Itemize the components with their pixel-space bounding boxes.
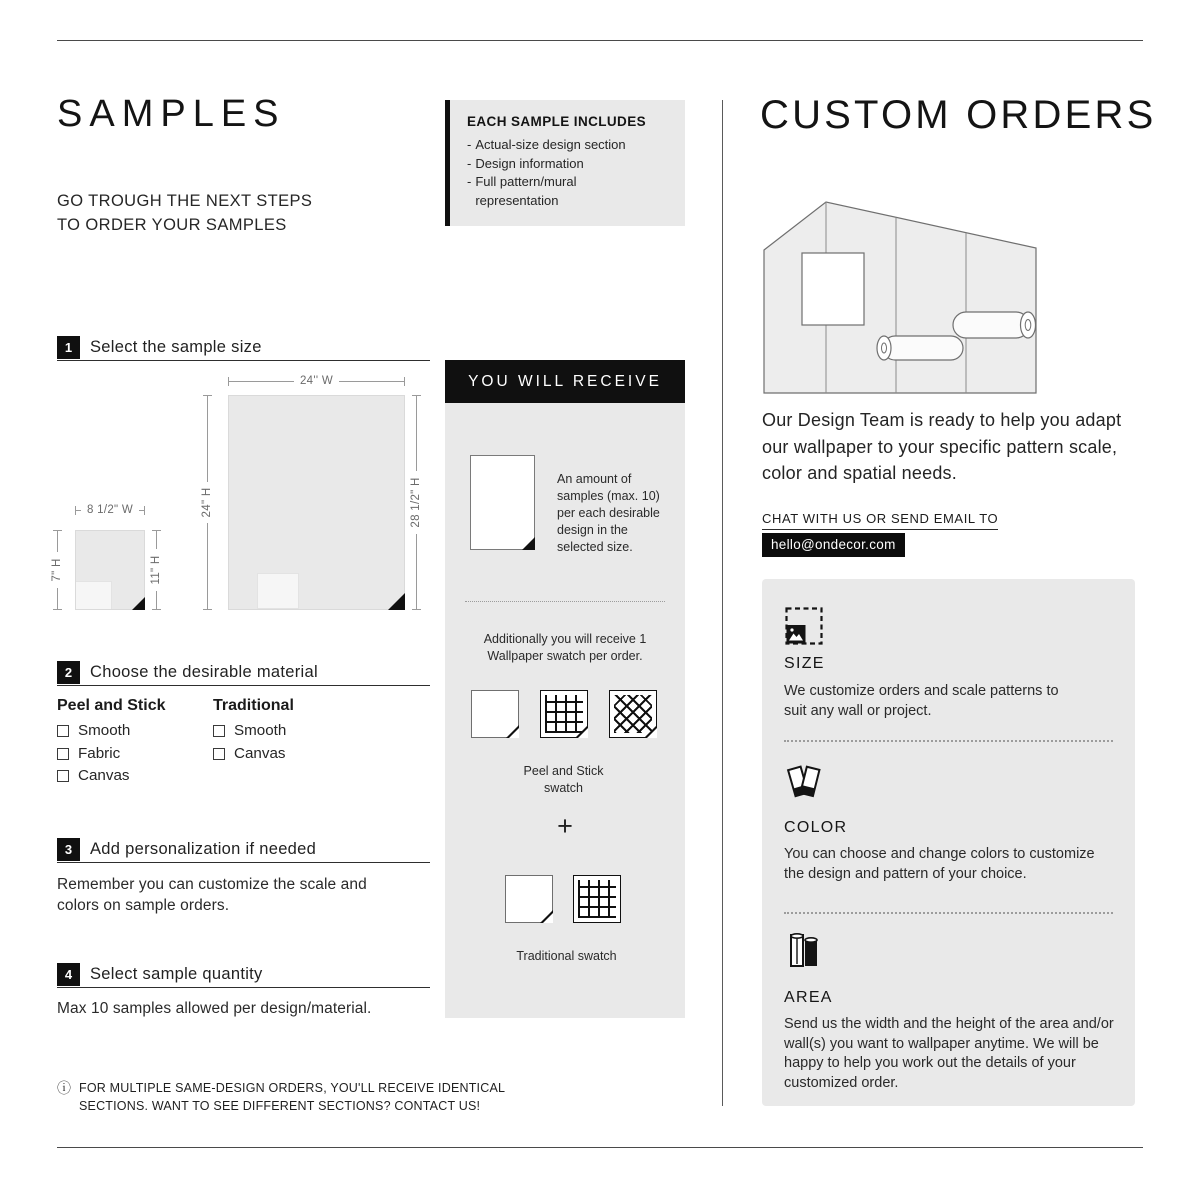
- measure-line: [228, 381, 294, 382]
- measure-line: [207, 395, 208, 482]
- peel-swatch-caption: Peel and Stick swatch: [523, 764, 604, 795]
- dotted-separator: [784, 912, 1113, 914]
- email-link[interactable]: hello@ondecor.com: [762, 533, 905, 557]
- size-section-title: SIZE: [784, 655, 825, 672]
- measure-small-height-left: [50, 530, 64, 610]
- samples-amount-text: An amount of samples (max. 10) per each desirable design in the selected size.: [557, 472, 660, 554]
- house-illustration-svg: [760, 196, 1040, 396]
- step-4-number: 4: [57, 963, 80, 986]
- crosshatch-pattern-swatch-icon: [609, 690, 657, 738]
- measure-large-width: [228, 374, 405, 388]
- step-4-label: Select sample quantity: [90, 965, 263, 983]
- checkbox-icon[interactable]: [213, 725, 225, 737]
- step-2-number: 2: [57, 661, 80, 684]
- samples-intro-line1: GO TROUGH THE NEXT STEPS: [57, 192, 313, 210]
- step-3-number: 3: [57, 838, 80, 861]
- measure-line: [416, 534, 417, 610]
- folded-corner-icon: [132, 597, 145, 610]
- measure-label: 24'' W: [299, 375, 334, 387]
- area-section-title: AREA: [784, 989, 833, 1006]
- step-3: [57, 838, 316, 861]
- measure-label: 8 1/2" W: [86, 504, 134, 516]
- folded-corner-icon: [543, 913, 553, 923]
- measure-label: 7" H: [51, 558, 63, 582]
- measure-label: 28 1/2" H: [410, 477, 422, 528]
- step-4: [57, 963, 263, 986]
- material-group-peel-title: Peel and Stick: [57, 697, 166, 714]
- bullet-dash: -: [467, 155, 472, 171]
- option-traditional-smooth[interactable]: [213, 722, 286, 739]
- measure-line: [57, 588, 58, 610]
- measure-line: [416, 395, 417, 471]
- you-will-receive-header: YOU WILL RECEIVE: [445, 360, 685, 403]
- checkbox-icon[interactable]: [213, 748, 225, 760]
- step-1-label: Select the sample size: [90, 338, 262, 356]
- footnote: [57, 1080, 537, 1115]
- custom-orders-paragraph: Our Design Team is ready to help you adapt our wallpaper to your specific pattern scale, color and spatial needs.: [762, 410, 1122, 483]
- blank-swatch-icon: [471, 690, 519, 738]
- measure-small-height-right: [149, 530, 163, 610]
- color-section-body: You can choose and change colors to customize the design and pattern of your choice.: [784, 846, 1095, 882]
- samples-intro-line2: TO ORDER YOUR SAMPLES: [57, 216, 287, 234]
- image-size-icon: [784, 606, 824, 646]
- measure-line: [156, 591, 157, 610]
- measure-line: [339, 381, 405, 382]
- bullet-dash: -: [467, 174, 472, 189]
- measure-label: 11" H: [150, 555, 162, 585]
- wallpaper-roll-icon: [953, 312, 1036, 338]
- dotted-separator: [465, 601, 665, 602]
- traditional-swatch-caption: Traditional swatch: [516, 949, 617, 963]
- option-label: Canvas: [78, 767, 130, 784]
- option-peel-fabric[interactable]: [57, 745, 120, 762]
- includes-item-text: Full pattern/mural representation: [475, 174, 577, 208]
- sample-sheet-large: [228, 395, 405, 610]
- measure-large-height-left: [200, 395, 214, 610]
- step-2-label: Choose the desirable material: [90, 663, 318, 681]
- option-label: Smooth: [234, 722, 287, 739]
- includes-item: [467, 173, 671, 210]
- wallpaper-rolls-icon: [784, 930, 824, 970]
- top-rule: [57, 40, 1143, 41]
- column-divider: [722, 100, 723, 1106]
- step-3-body: Remember you can customize the scale and colors on sample orders.: [57, 876, 367, 914]
- option-peel-canvas[interactable]: [57, 767, 130, 784]
- blank-swatch-icon: [505, 875, 553, 923]
- chat-label: CHAT WITH US OR SEND EMAIL TO: [762, 511, 998, 530]
- color-swatches-icon: [784, 761, 824, 801]
- includes-item: [467, 155, 671, 174]
- measure-label: 24" H: [201, 487, 213, 518]
- you-will-receive-panel: [445, 403, 685, 1018]
- each-sample-includes-box: [445, 100, 685, 226]
- option-peel-smooth[interactable]: [57, 722, 130, 739]
- option-label: Fabric: [78, 745, 121, 762]
- includes-item-text: Actual-size design section: [475, 137, 626, 152]
- option-traditional-canvas[interactable]: [213, 745, 286, 762]
- checkbox-icon[interactable]: [57, 770, 69, 782]
- samples-intro: [57, 189, 312, 237]
- folded-corner-icon: [522, 537, 535, 550]
- bottom-rule: [57, 1147, 1143, 1148]
- folded-corner-icon: [647, 728, 657, 738]
- material-group-traditional-title: Traditional: [213, 697, 294, 714]
- includes-item: [467, 136, 671, 155]
- grid-pattern-swatch-icon: [573, 875, 621, 923]
- step-2: [57, 661, 318, 684]
- measure-line: [57, 530, 58, 552]
- includes-item-text: Design information: [475, 155, 584, 171]
- folded-corner-icon: [509, 728, 519, 738]
- step-4-body: Max 10 samples allowed per design/material.: [57, 1000, 372, 1017]
- grid-pattern: [578, 880, 616, 918]
- design-section-marker: [76, 581, 112, 609]
- step-3-underline: [57, 862, 430, 863]
- sample-sheet-small: [75, 530, 145, 610]
- step-1: [57, 336, 262, 359]
- measure-line: [207, 523, 208, 610]
- measure-line: [75, 510, 81, 511]
- measure-small-width: [75, 503, 145, 517]
- plus-sign: +: [557, 811, 573, 841]
- measure-large-height-right: [409, 395, 423, 610]
- step-1-underline: [57, 360, 430, 361]
- checkbox-icon[interactable]: [57, 725, 69, 737]
- option-label: Canvas: [234, 745, 286, 762]
- measure-line: [156, 530, 157, 549]
- wallpaper-roll-icon: [877, 336, 963, 360]
- measure-line: [139, 510, 145, 511]
- step-4-underline: [57, 987, 430, 988]
- includes-title: EACH SAMPLE INCLUDES: [467, 114, 647, 129]
- additional-swatch-text: Additionally you will receive 1 Wallpaper swatch per order.: [483, 632, 647, 663]
- option-label: Smooth: [78, 722, 131, 739]
- info-icon: ⓘ: [57, 1080, 71, 1096]
- dotted-separator: [784, 740, 1113, 742]
- color-section-title: COLOR: [784, 819, 848, 836]
- size-section-body: We customize orders and scale patterns to suit any wall or project.: [784, 683, 1059, 719]
- bullet-dash: -: [467, 137, 472, 152]
- samples-title: SAMPLES: [57, 93, 286, 135]
- design-section-marker: [257, 573, 299, 609]
- footnote-text: FOR MULTIPLE SAME-DESIGN ORDERS, YOU'LL RECEIVE IDENTICAL SECTIONS. WANT TO SEE DIFFERENT SECTIONS? CONTACT US!: [79, 1081, 505, 1113]
- checkbox-icon[interactable]: [57, 748, 69, 760]
- folded-corner-icon: [388, 593, 405, 610]
- custom-orders-panel: [762, 579, 1135, 1106]
- step-3-label: Add personalization if needed: [90, 840, 317, 858]
- sample-sheet-icon: [470, 455, 535, 550]
- step-2-underline: [57, 685, 430, 686]
- step-1-number: 1: [57, 336, 80, 359]
- area-section-body: Send us the width and the height of the area and/or wall(s) you want to wallpaper anytime. We will be happy to help you work out the details of your customized order.: [784, 1016, 1114, 1091]
- house-wallpaper-illustration: [760, 196, 1040, 396]
- custom-orders-title: CUSTOM ORDERS: [760, 93, 1157, 137]
- folded-corner-icon: [578, 728, 588, 738]
- grid-pattern-swatch-icon: [540, 690, 588, 738]
